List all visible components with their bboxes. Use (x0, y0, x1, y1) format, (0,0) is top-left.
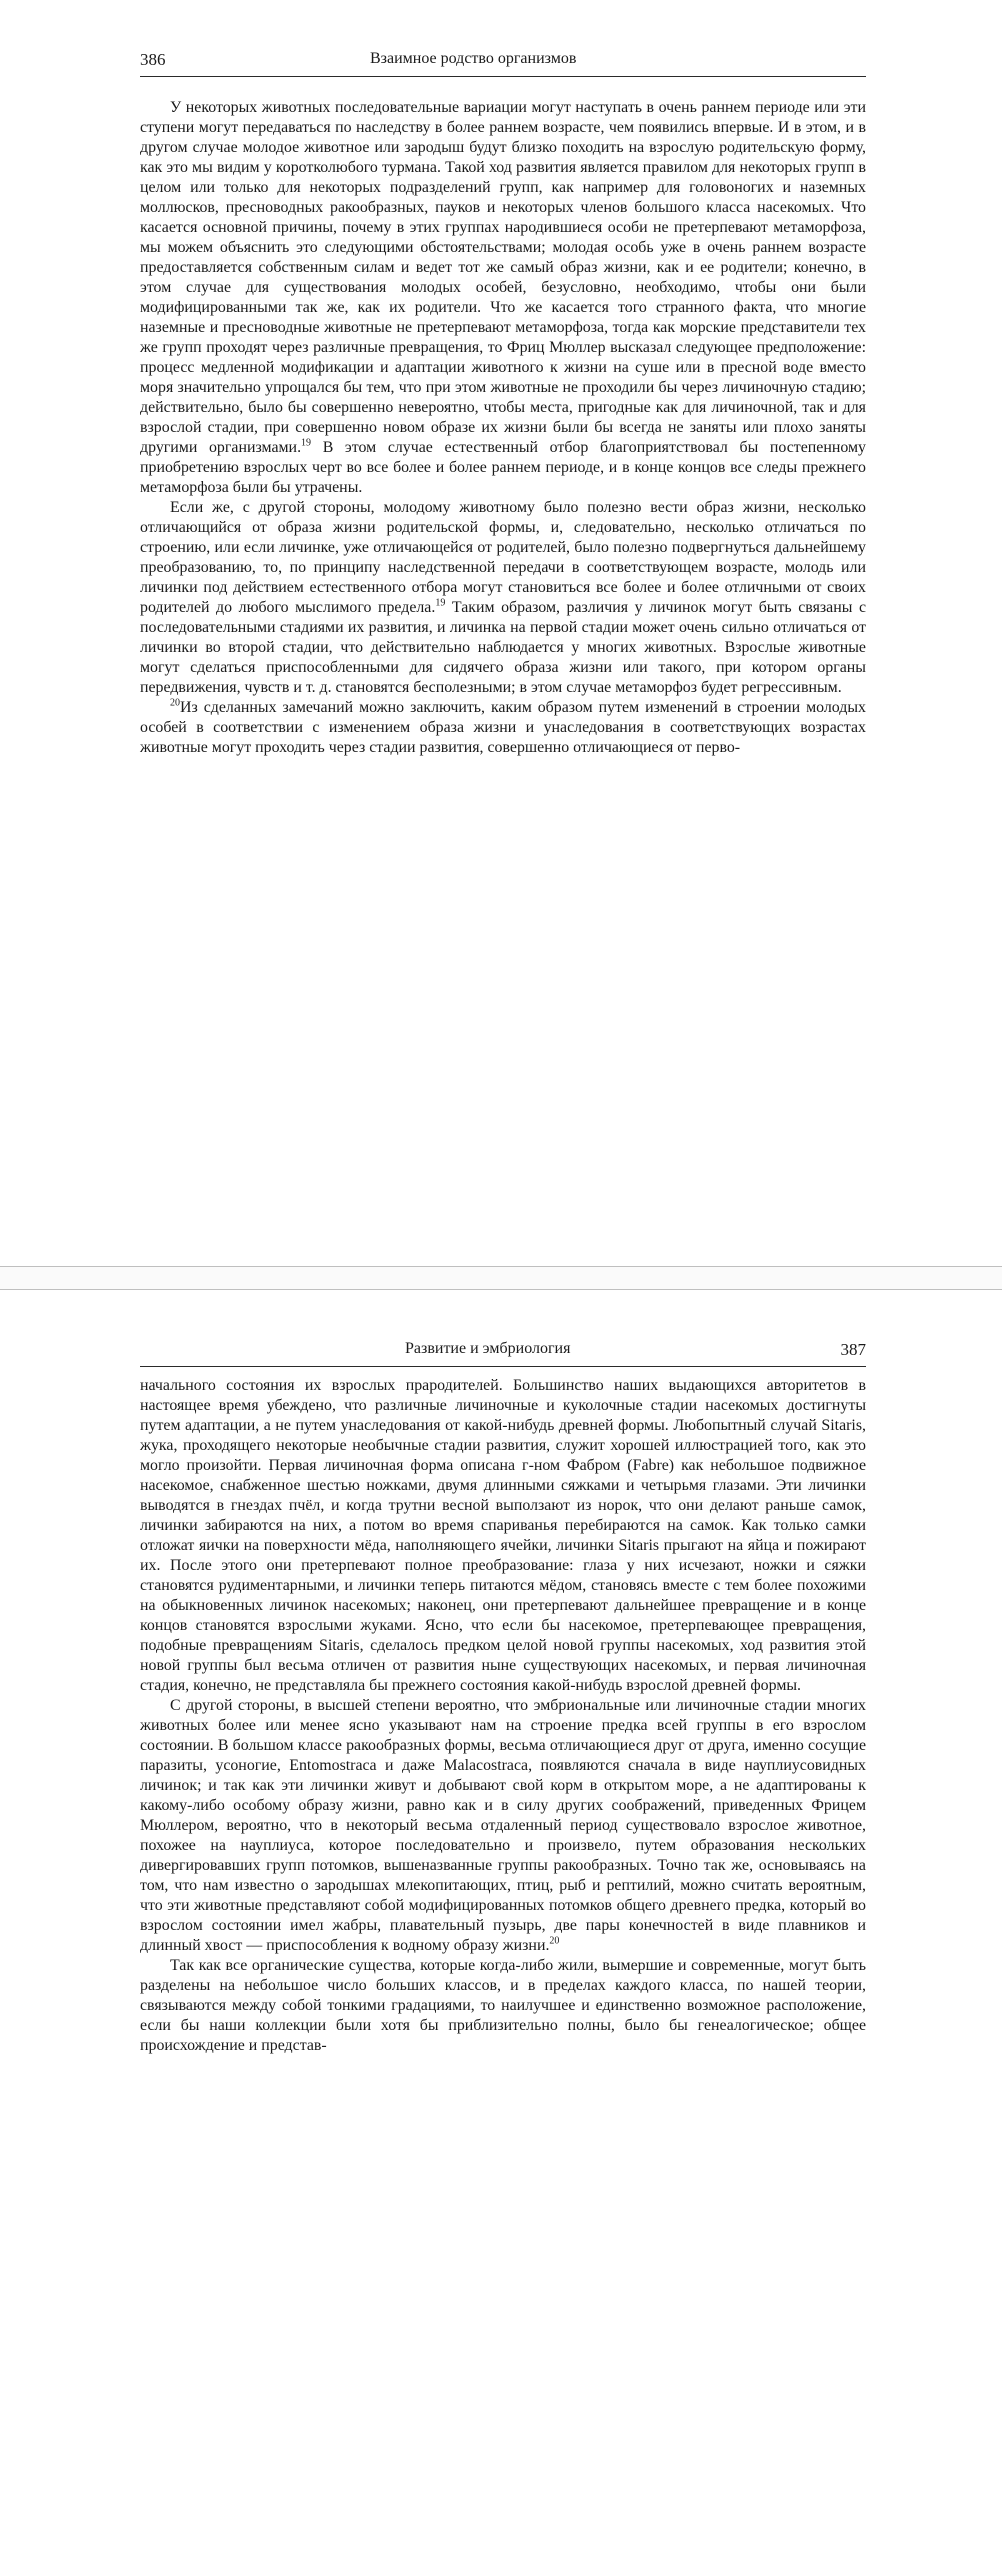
page-387 (0, 1292, 1002, 2554)
paragraph (140, 498, 866, 698)
paragraph-text: Из сделанных замечаний можно заключить, каким образом путем изменений в строении молодых особей в соответствии с изменением образа жизни и унаследования в соответствующих возрастах животные могут проходить через стадии развития, совершенно отличающиеся от перво- (140, 699, 866, 756)
page-number: 386 (140, 50, 166, 69)
footnote-ref: 19 (301, 437, 312, 449)
paragraph (140, 698, 866, 758)
paragraph-text: Если же, с другой стороны, молодому животному было полезно вести образ жизни, несколько отличающийся от образа жизни родительской формы, и, следовательно, несколько отличаться по строению, или если личинке, уже отличающейся от родителей, было полезно подвергнуться дальнейшему преобразованию, то, по принципу наследственной передачи в соответствующем возрасте, молодь или личинки под действием естественного отбора могут становиться все более и более отличными от своих родителей до любого мыслимого предела. (140, 499, 866, 616)
paragraph: Так как все органические существа, которые когда-либо жили, вымершие и современные, могут быть разделены на небольшое число больших классов, и в пределах каждого класса, по нашей теории, связываются между собой тонкими градациями, то наилучшее и единственно возможное расположение, если бы наши коллекции были хотя бы приблизительно полны, было бы генеалогическое; общее происхождение и представ- (140, 1957, 866, 2054)
body-text (140, 98, 866, 758)
paragraph-text: С другой стороны, в высшей степени вероятно, что эмбриональные или личиночные стадии многих животных более или менее ясно указывают нам на строение предка всей группы в его взрослом состоянии. В большом классе ракообразных формы, весьма отличающиеся друг от друга, именно сосущие паразиты, усоногие, Entomostraca и даже Malacostraca, появляются сначала в виде науплиусовидных личинок; и так как эти личинки живут и добывают свой корм в открытом море, а не адаптированы к какому-либо особому образу жизни, равно как и в силу других соображений, приведенных Фрицем Мюллером, вероятно, что в некоторый весьма отдаленный период существовало взрослое животное, похожее на науплиуса, которое последовательно и произвело, путем образования нескольких дивергировавших групп потомков, вышеназванные группы ракообразных. Точно так же, основываясь на том, что нам известно о зародышах млекопитающих, птиц, рыб и рептилий, можно считать вероятным, что эти животные представляют собой модифицированных потомков общего древнего предка, который во взрослом состоянии имел жабры, плавательный пузырь, две пары конечностей в виде плавников и длинный хвост — приспособления к водному образу жизни. (140, 1697, 866, 1954)
paragraph: начального состояния их взрослых прародителей. Большинство наших выдающихся авторитетов в настоящее время убеждено, что различные личиночные и куколочные стадии насекомых достигнуты путем адаптации, а не путем унаследования от какой-нибудь древней формы. Любопытный случай Sitaris, жука, проходящего некоторые необычные стадии развития, служит хорошей иллюстрацией того, как это могло произойти. Первая личиночная форма описана г-ном Фабром (Fabre) как небольшое подвижное насекомое, снабженное шестью ножками, двумя длинными сяжками и четырьмя глазами. Эти личинки выводятся в гнездах пчёл, и когда трутни весной выползают из норок, что они делают раньше самок, личинки забираются на них, а потом во время спариванья перебираются на самок. Как только самки отложат яички на поверхности мёда, наполняющего ячейки, личинки Sitaris прыгают на яйца и пожирают их. После этого они претерпевают полное преобразование: глаза у них исчезают, ножки и сяжки становятся рудиментарными, и личинки теперь питаются мёдом, становясь вместе с тем более похожими на обыкновенных личинок насекомых; наконец, они претерпевают дальнейшее превращение и в конце концов становятся взрослыми жуками. Ясно, что если бы насекомое, претерпевающее превращения, подобные превращениям Sitaris, сделалось предком целой новой группы насекомых, ход развития этой новой группы был весьма отличен от развития ныне существующих насекомых, и первая личиночная стадия, конечно, не представляла бы прежнего состояния какой-нибудь взрослой древней формы. (140, 1377, 866, 1694)
page-386 (0, 0, 1002, 1262)
page-number: 387 (840, 1340, 866, 1359)
page-separator (0, 1266, 1002, 1290)
paragraph-text: У некоторых животных последовательные вариации могут наступать в очень раннем периоде или эти ступени могут передаваться по наследству в более раннем возрасте, чем появились впервые. И в этом, и в другом случае молодое животное или зародыш будут близко походить на взрослую родительскую форму, как это мы видим у коротколюбого турмана. Такой ход развития является правилом для некоторых групп в целом или только для некоторых подразделений групп, как например для головоногих и наземных моллюсков, пресноводных ракообразных, пауков и некоторых членов большого класса насекомых. Что касается основной причины, почему в этих группах народившиеся особи не претерпевают метаморфоза, мы можем объяснить это следующими обстоятельствами; молодая особь уже в очень раннем возрасте предоставляется собственным силам и ведет тот же самый образ жизни, как и ее родители; конечно, в этом случае для существования молодых особей, безусловно, необходимо, чтобы они были модифицированными так же, как их родители. Что же касается того странного факта, что многие наземные и пресноводные животные не претерпевают метаморфоза, тогда как морские представители тех же групп проходят через различные превращения, то Фриц Мюллер высказал следующее предположение: процесс медленной модификации и адаптации животного к жизни на суше или в пресной воде вместо моря значительно упрощался бы тем, что при этом животные не проходили бы через личиночную стадию; действительно, было бы совершенно невероятно, чтобы места, пригодные как для личиночной, так и для взрослой стадии, при совершенно новом образе их жизни были бы всегда не заняты или плохо заняты другими организмами. (140, 99, 866, 456)
paragraph (140, 98, 866, 498)
paragraph-text: Таким образом, различия у личинок могут быть связаны с последовательными стадиями их развития, и личинка на первой стадии может очень сильно отличаться от личинки во второй стадии, что действительно наблюдается у многих животных. Взрослые животные могут сделаться приспособленными для сидячего образа жизни или такого, при котором органы передвижения, чувств и т. д. становятся бесполезными; в этом случае метаморфоз будет регрессивным. (140, 599, 866, 696)
paragraph-text: В этом случае естественный отбор благоприятствовал бы постепенному приобретению взрослых черт во все более и более раннем периоде, и в конце концов все следы прежнего метаморфоза были бы утрачены. (140, 439, 866, 496)
footnote-ref: 19 (435, 597, 446, 609)
running-head (140, 1340, 866, 1367)
footnote-ref: 20 (170, 697, 180, 709)
running-title: Взаимное родство организмов (370, 50, 577, 67)
footnote-ref: 20 (549, 1935, 560, 1947)
running-title: Развитие и эмбриология (405, 1340, 571, 1357)
body-text (140, 1376, 866, 2056)
paragraph (140, 1696, 866, 1956)
running-head (140, 50, 866, 77)
